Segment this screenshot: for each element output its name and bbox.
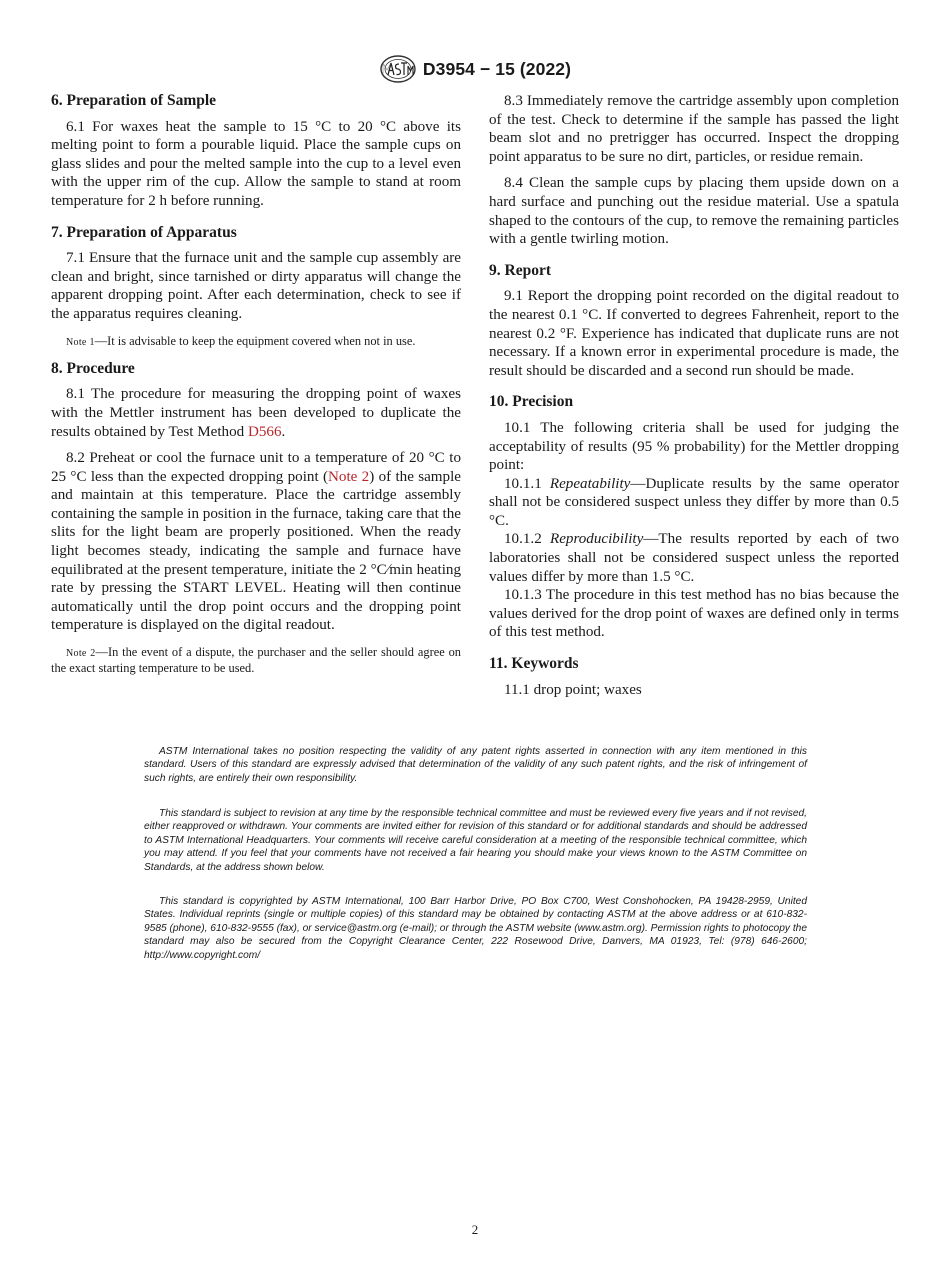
link-note-2[interactable]: Note 2	[328, 468, 370, 485]
page-header	[0, 54, 950, 89]
paragraph-text: —Duplicate results by the same operator shall not be considered suspect unless they differ by more than 0.5 °C.	[489, 475, 900, 529]
section-8	[51, 360, 461, 677]
footer-text: This standard is subject to revision at any time by the responsible technical committee and must be reviewed every five years and if not revised, either reapproved or withdrawn. Your comments are invited either for revision of this standard or for additional standards and should be addressed to ASTM International Headquarters. Your comments will receive careful consideration at a meeting of the responsible technical committee, which you may attend. If you feel that your comments have not received a fair hearing you should make your views known to the ASTM Committee on Standards, at the address shown below.	[144, 808, 807, 873]
paragraph-10-1-2	[489, 530, 899, 586]
section-heading: 8. Procedure	[51, 359, 135, 377]
page-number: 2	[471, 1222, 479, 1237]
astm-logo-icon	[379, 54, 417, 84]
footer-text: ASTM International takes no position respecting the validity of any patent rights asserted in connection with any item mentioned in this standard. Users of this standard are expressly advised that determination of the validity of any such patent rights, and the risk of infringement of such rights, are entirely their own responsibility.	[144, 746, 807, 784]
paragraph-text: 8.2 Preheat or cool the furnace unit to a temperature of 20 °C to 25 °C less than the expected dropping point (	[51, 450, 461, 485]
footer-patent-notice	[144, 745, 807, 785]
section-11	[489, 655, 899, 699]
section-heading: 6. Preparation of Sample	[51, 92, 217, 109]
section-heading: 7. Preparation of Apparatus	[51, 223, 237, 241]
note-2	[51, 645, 461, 676]
note-1	[51, 334, 461, 350]
term-reproducibility: Reproducibility	[549, 531, 644, 548]
paragraph-text: .	[281, 423, 286, 440]
section-heading: 10. Precision	[489, 393, 574, 411]
paragraph-10-1-3: 10.1.3 The procedure in this test method has no bias because the values derived for the drop point of waxes are defined only in terms of this test method.	[489, 587, 899, 641]
footer-copyright-notice	[144, 895, 807, 962]
section-6	[51, 92, 461, 211]
section-7	[51, 224, 461, 350]
note-text: —In the event of a dispute, the purchaser and the seller should agree on the exact starting temperature to be used.	[51, 645, 461, 676]
paragraph-10-1-1	[489, 475, 899, 531]
right-column	[489, 92, 899, 699]
section-10	[489, 393, 899, 642]
link-d566[interactable]: D566	[247, 423, 282, 440]
paragraph-number: 10.1.2	[504, 531, 550, 548]
note-label: Note 1	[66, 336, 95, 348]
section-9	[489, 262, 899, 381]
paragraph-9-1: 9.1 Report the dropping point recorded on the digital readout to the nearest 0.1 °C. If converted to degrees Fahrenheit, report to the nearest 0.2 °F. Experience has indicated that duplicate runs are not necessary. If a known error in experimental procedure is made, the result should be discarded and a second run should be made.	[489, 288, 899, 379]
paragraph-8-1	[51, 385, 461, 441]
paragraph-number: 10.1.1	[504, 475, 550, 492]
paragraph-text: —The results reported by each of two laboratories shall not be considered suspect unless the reported values differ by more than 1.5 °C.	[489, 531, 899, 585]
note-label: Note 2	[66, 648, 96, 660]
paragraph-6-1: 6.1 For waxes heat the sample to 15 °C to 20 °C above its melting point to form a pourable liquid. Place the sample cups on glass slides and pour the melted sample into the cup to a level even with the upper rim of the cup. Allow the sample to stand at room temperature for 2 h before running.	[51, 118, 461, 209]
note-text: —It is advisable to keep the equipment covered when not in use.	[94, 333, 416, 348]
left-column	[51, 92, 461, 686]
term-repeatability: Repeatability	[549, 475, 631, 492]
footer-revision-notice	[144, 807, 807, 874]
section-heading: 11. Keywords	[489, 655, 579, 673]
paragraph-11-1: 11.1 drop point; waxes	[504, 681, 642, 698]
paragraph-7-1: 7.1 Ensure that the furnace unit and the sample cup assembly are clean and bright, since tarnished or dirty apparatus will change the apparent dropping point. After each determination, check to see if the apparatus requires cleaning.	[51, 250, 461, 322]
paragraph-8-2	[51, 449, 461, 635]
footer-text: This standard is copyrighted by ASTM International, 100 Barr Harbor Drive, PO Box C700, West Conshohocken, PA 19428-2959, United States. Individual reprints (single or multiple copies) of this standard may be obtained by contacting ASTM at the above address or at 610-832-9585 (phone), 610-832-9555 (fax), or service@astm.org (e-mail); or through the ASTM website (www.astm.org). Permission rights to photocopy the standard may also be secured from the Copyright Clearance Center, 222 Rosewood Drive, Danvers, MA 01923, Tel: (978) 646-2600; http://www.copyright.com/	[144, 896, 807, 961]
paragraph-8-4: 8.4 Clean the sample cups by placing them upside down on a hard surface and punching out the residue material. Use a spatula shaped to the contours of the cup, to remove the remaining particles with a gentle twirling motion.	[489, 175, 899, 248]
section-heading: 9. Report	[489, 261, 551, 279]
paragraph-text: 8.1 The procedure for measuring the dropping point of waxes with the Mettler instrument has been developed to duplicate the results obtained by Test Method	[51, 386, 461, 440]
paragraph-text: ) of the sample and maintain at this temperature. Place the cartridge assembly containing the sample in position in the furnace, taking care that the slits for the light beam are properly positioned. When the ready light becomes steady, indicating the sample and furnace have equilibrated at the present temperature, initiate the 2 °C∕min heating rate by pressing the START LEVEL. Heating will then continue automatically until the drop point occurs and the dropping point temperature is displayed on the digital readout.	[51, 468, 461, 634]
paragraph-8-3: 8.3 Immediately remove the cartridge assembly upon completion of the test. Check to determine if the sample has passed the light beam slot and no pretrigger has occurred. Inspect the dropping point apparatus to be sure no dirt, particles, or residue remain.	[489, 93, 899, 165]
document-designation: D3954 − 15 (2022)	[422, 58, 572, 79]
paragraph-10-1: 10.1 The following criteria shall be used for judging the acceptability of results (95 % probability) for the Mettler dropping point:	[489, 419, 899, 474]
